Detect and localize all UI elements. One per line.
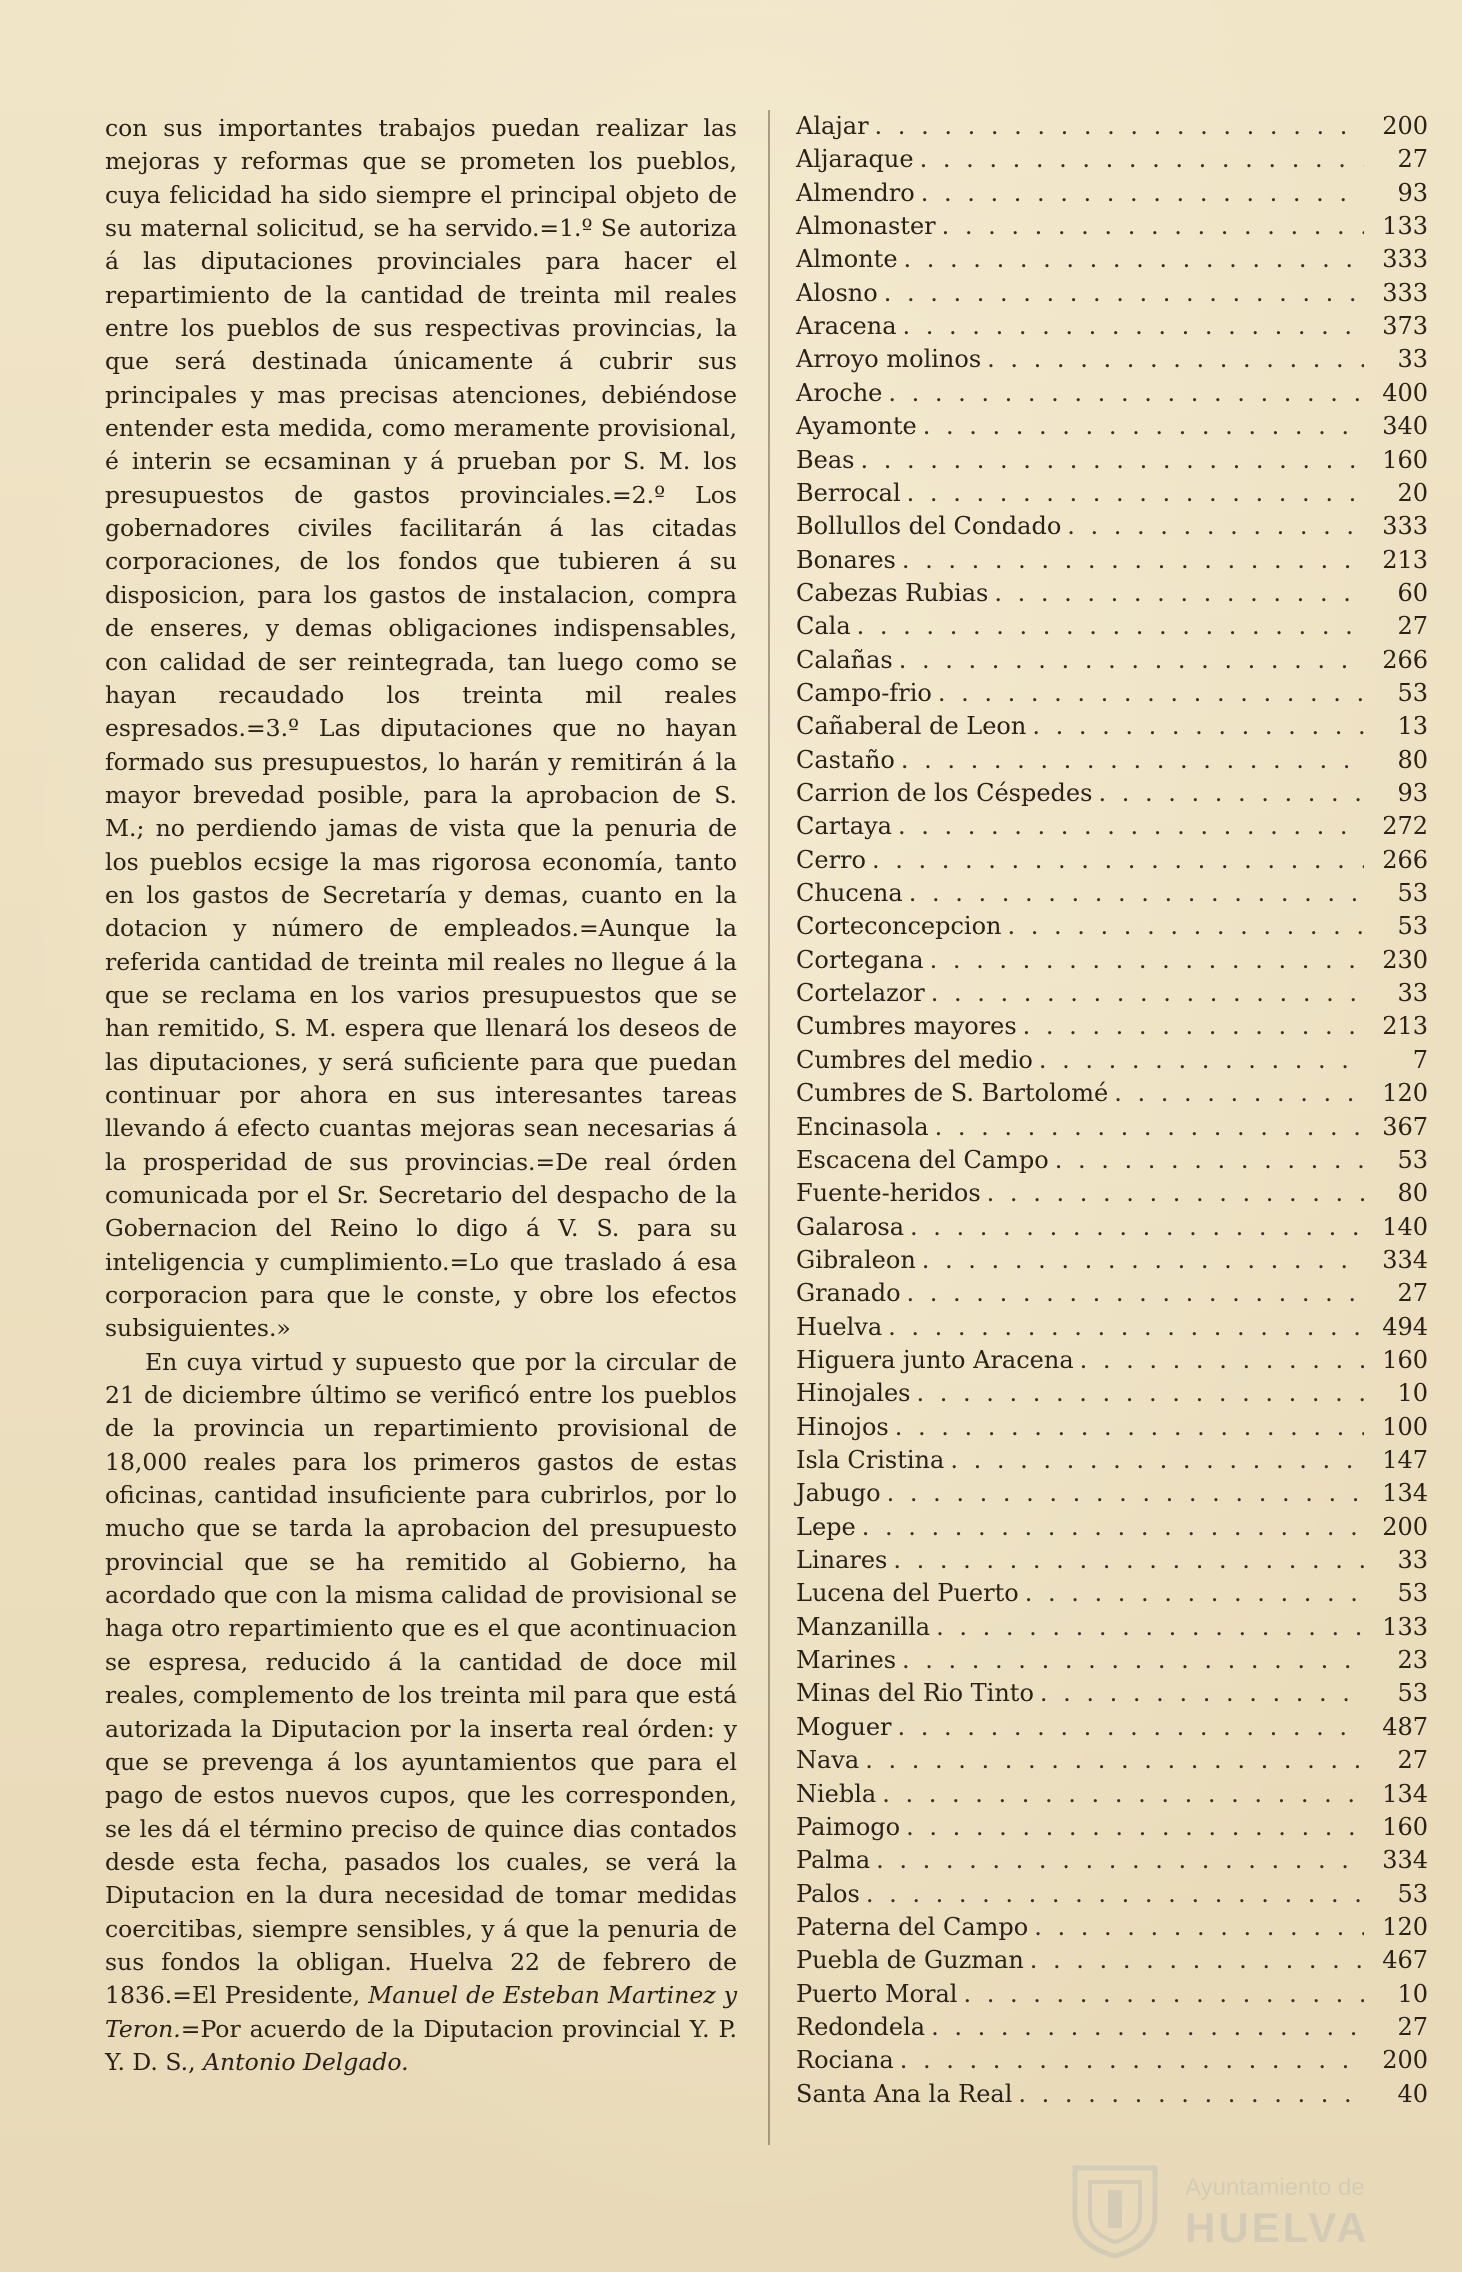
dot-leader: [938, 679, 1364, 707]
dot-leader: [931, 2013, 1364, 2041]
town-name: Castaño: [796, 745, 895, 774]
dot-leader: [916, 1379, 1364, 1407]
town-name: Palos: [796, 1879, 860, 1908]
president-signature: Manuel de Esteban Martinez y Teron.: [105, 1981, 737, 2043]
town-name: Beas: [796, 445, 855, 474]
allocation-row: [796, 1313, 1428, 1346]
town-name: Aracena: [796, 312, 897, 341]
town-name: Minas del Rio Tinto: [796, 1679, 1034, 1708]
town-amount: 53: [1397, 912, 1428, 941]
town-name: Jabugo: [796, 1479, 881, 1508]
town-name: Alajar: [796, 112, 869, 140]
body-text-column: [105, 112, 737, 2079]
allocation-row: [796, 1379, 1428, 1412]
town-name: Alosno: [796, 278, 878, 307]
allocation-row: [796, 2013, 1428, 2046]
dot-leader: [860, 446, 1364, 474]
town-amount: 160: [1382, 1345, 1428, 1374]
town-name: Almendro: [796, 178, 915, 207]
dot-leader: [1055, 1146, 1364, 1174]
town-amount: 27: [1397, 1279, 1428, 1308]
allocation-row: [796, 679, 1428, 712]
town-amount: 33: [1397, 979, 1428, 1008]
body-paragraph-2-text: En cuya virtud y supuesto que por la circular de 21 de diciembre último se verificó entre los pueblos de la provincia un repartimiento provisional de 18,000 reales para los primeros gastos de estas oficinas, cantidad insuficiente para cubrirlos, por lo mucho que se tarda la aprobacion del presupuesto provincial que se ha remitido al Gobierno, ha acordado que con la misma calidad de provisional se haga otro repartimiento que es el que acontinuacion se espresa, reducido á la cantidad de doce mil reales, complemento de los treinta mil para que está autorizada la Diputacion por la inserta real órden: y que se prevenga á los ayuntamientos que para el pago de estos nuevos cupos, que les corresponden, se les dá el término preciso de quince dias contados desde esta fecha, pasados los cuales, se verá la Diputacion en la dura necesidad de tomar medidas coercitibas, siempre sensibles, y á que la penuria de sus fondos la obligan. Huelva 22 de febrero de 1836.=El Presidente,: [105, 1347, 737, 2010]
allocation-row: [796, 412, 1428, 445]
town-name: Puerto Moral: [796, 1979, 958, 2008]
town-amount: 53: [1397, 1679, 1428, 1708]
town-name: Cala: [796, 612, 851, 641]
town-amount: 333: [1382, 245, 1428, 274]
allocation-row: [796, 1079, 1428, 1112]
watermark-line-1: Ayuntamiento de: [1185, 2174, 1365, 2201]
allocation-row: [796, 1813, 1428, 1846]
town-amount: 93: [1397, 779, 1428, 807]
town-name: Cumbres mayores: [796, 1012, 1017, 1041]
town-amount: 494: [1382, 1312, 1428, 1341]
dot-leader: [994, 579, 1364, 607]
dot-leader: [1032, 712, 1364, 740]
allocation-row: [796, 979, 1428, 1012]
town-name: Cortelazor: [796, 979, 925, 1008]
town-name: Nava: [796, 1746, 860, 1775]
dot-leader: [1080, 1346, 1364, 1374]
allocation-row: [796, 946, 1428, 979]
allocation-row: [796, 1713, 1428, 1746]
town-name: Cañaberal de Leon: [796, 712, 1027, 741]
allocation-row: [796, 712, 1428, 745]
town-amount: 134: [1382, 1779, 1428, 1808]
town-amount: 80: [1397, 745, 1428, 774]
dot-leader: [910, 1213, 1364, 1241]
town-name: Cartaya: [796, 812, 892, 841]
column-divider: [768, 110, 770, 2145]
town-name: Campo-frio: [796, 678, 932, 707]
allocation-row: [796, 212, 1428, 245]
town-name: Hinojales: [796, 1379, 911, 1408]
town-name: Granado: [796, 1279, 901, 1308]
allocation-row: [796, 1479, 1428, 1512]
town-name: Hinojos: [796, 1412, 889, 1441]
town-amount: 40: [1397, 2079, 1428, 2108]
town-amount: 53: [1397, 879, 1428, 908]
allocation-row: [796, 1046, 1428, 1079]
dot-leader: [876, 1846, 1364, 1874]
town-name: Calañas: [796, 645, 893, 674]
town-amount: 23: [1397, 1646, 1428, 1675]
town-name: Huelva: [796, 1312, 883, 1341]
dot-leader: [904, 245, 1364, 273]
town-name: Cumbres del medio: [796, 1045, 1033, 1074]
allocation-row: [796, 279, 1428, 312]
town-amount: 53: [1397, 678, 1428, 707]
town-amount: 200: [1382, 2046, 1428, 2075]
town-amount: 340: [1382, 412, 1428, 441]
dot-leader: [906, 1813, 1364, 1841]
allocation-row: [796, 479, 1428, 512]
town-amount: 80: [1397, 1179, 1428, 1208]
allocation-row: [796, 1146, 1428, 1179]
town-name: Redondela: [796, 2012, 926, 2041]
allocation-row: [796, 812, 1428, 845]
dot-leader: [872, 846, 1364, 874]
town-name: Marines: [796, 1646, 897, 1675]
allocation-row: [796, 1446, 1428, 1479]
town-amount: 160: [1382, 445, 1428, 474]
town-amount: 333: [1382, 512, 1428, 541]
allocation-row: [796, 1012, 1428, 1045]
allocation-row: [796, 1413, 1428, 1446]
allocation-row: [796, 345, 1428, 378]
dot-leader: [1023, 1012, 1364, 1040]
dot-leader: [907, 1279, 1364, 1307]
dot-leader: [1098, 779, 1364, 807]
town-amount: 147: [1382, 1446, 1428, 1474]
town-name: Cerro: [796, 845, 866, 874]
town-name: Galarosa: [796, 1212, 905, 1241]
town-name: Arroyo molinos: [796, 345, 982, 374]
coat-of-arms-icon: [1060, 2160, 1170, 2260]
town-amount: 120: [1382, 1079, 1428, 1108]
town-amount: 333: [1382, 278, 1428, 307]
town-name: Higuera junto Aracena: [796, 1345, 1074, 1374]
dot-leader: [888, 1313, 1364, 1341]
town-amount: 93: [1397, 178, 1428, 207]
dot-leader: [902, 546, 1364, 574]
town-amount: 272: [1382, 812, 1428, 841]
town-name: Cortegana: [796, 945, 924, 974]
allocation-row: [796, 1980, 1428, 2013]
dot-leader: [884, 279, 1364, 307]
dot-leader: [921, 179, 1364, 207]
dot-leader: [935, 1113, 1364, 1141]
dot-leader: [1040, 1679, 1364, 1707]
dot-leader: [987, 1179, 1364, 1207]
town-amount: 27: [1397, 2012, 1428, 2041]
town-amount: 213: [1382, 545, 1428, 574]
dot-leader: [893, 1546, 1364, 1574]
town-amount: 27: [1397, 145, 1428, 174]
dot-leader: [901, 746, 1364, 774]
town-amount: 33: [1397, 1546, 1428, 1575]
allocation-row: [796, 446, 1428, 479]
town-amount: 334: [1382, 1245, 1428, 1274]
dot-leader: [1034, 1913, 1364, 1941]
signature-mid-text: =Por acuerdo de la Diputacion provincial Y. P. Y. D. S.,: [105, 2014, 737, 2076]
allocation-row: [796, 179, 1428, 212]
town-amount: 53: [1397, 1879, 1428, 1908]
dot-leader: [898, 812, 1364, 840]
town-amount: 27: [1397, 1746, 1428, 1775]
town-name: Almonte: [796, 245, 898, 274]
town-name: Cumbres de S. Bartolomé: [796, 1079, 1109, 1108]
town-name: Puebla de Guzman: [796, 1946, 1024, 1975]
allocation-row: [796, 546, 1428, 579]
dot-leader: [1025, 1579, 1364, 1607]
town-name: Encinasola: [796, 1112, 929, 1141]
allocation-row: [796, 912, 1428, 945]
town-amount: 373: [1382, 312, 1428, 341]
town-amount: 266: [1382, 845, 1428, 874]
dot-leader: [903, 312, 1364, 340]
allocation-row: [796, 1279, 1428, 1312]
allocation-row: [796, 1846, 1428, 1879]
town-name: Corteconcepcion: [796, 912, 1002, 941]
town-name: Almonaster: [796, 212, 936, 241]
dot-leader: [1008, 912, 1364, 940]
dot-leader: [902, 1646, 1364, 1674]
town-amount: 53: [1397, 1579, 1428, 1608]
dot-leader: [963, 1980, 1364, 2008]
allocation-row: [796, 1646, 1428, 1679]
allocation-row: [796, 1179, 1428, 1212]
dot-leader: [1018, 2080, 1364, 2108]
dot-leader: [895, 1413, 1364, 1441]
town-name: Aljaraque: [796, 145, 914, 174]
town-amount: 400: [1382, 378, 1428, 407]
secretary-signature: Antonio Delgado.: [203, 2047, 409, 2076]
town-name: Niebla: [796, 1779, 877, 1808]
town-amount: 10: [1397, 1379, 1428, 1408]
allocation-row: [796, 879, 1428, 912]
town-amount: 266: [1382, 645, 1428, 674]
town-name: Fuente-heridos: [796, 1179, 981, 1208]
town-name: Aroche: [796, 378, 883, 407]
allocation-row: [796, 846, 1428, 879]
allocation-row: [796, 1946, 1428, 1979]
dot-leader: [875, 112, 1364, 140]
dot-leader: [931, 979, 1364, 1007]
dot-leader: [923, 412, 1364, 440]
town-amount: 487: [1382, 1712, 1428, 1741]
dot-leader: [899, 646, 1364, 674]
town-name: Carrion de los Céspedes: [796, 779, 1093, 807]
town-name: Lepe: [796, 1512, 856, 1541]
dot-leader: [936, 1613, 1364, 1641]
dot-leader: [865, 1746, 1364, 1774]
allocation-row: [796, 245, 1428, 278]
allocation-row: [796, 1880, 1428, 1913]
town-amount: 200: [1382, 112, 1428, 140]
town-amount: 33: [1397, 345, 1428, 374]
dot-leader: [1039, 1046, 1364, 1074]
dot-leader: [882, 1780, 1364, 1808]
dot-leader: [922, 1246, 1364, 1274]
allocation-row: [796, 646, 1428, 679]
town-name: Paimogo: [796, 1812, 901, 1841]
town-amount: 160: [1382, 1812, 1428, 1841]
allocation-row: [796, 312, 1428, 345]
allocation-row: [796, 612, 1428, 645]
dot-leader: [862, 1513, 1364, 1541]
dot-leader: [909, 879, 1364, 907]
allocation-row: [796, 2080, 1428, 2113]
dot-leader: [866, 1880, 1364, 1908]
town-amount: 334: [1382, 1846, 1428, 1875]
allocation-row: [796, 1913, 1428, 1946]
body-paragraph-1: con sus importantes trabajos puedan realizar las mejoras y reformas que se prometen los pueblos, cuya felicidad ha sido siempre el principal objeto de su maternal solicitud, se ha servido.=1.º Se autoriza á las diputaciones provinciales para hacer el repartimiento de la cantidad de treinta mil reales entre los pueblos de sus respectivas provincias, la que será destinada únicamente á cubrir sus principales y mas precisas atenciones, debiéndose entender esta medida, como meramente provisional, é interin se ecsaminan y á prueban por S. M. los presupuestos de gastos provinciales.=2.º Los gobernadores civiles facilitarán á las citadas corporaciones, de los fondos que tubieren á su disposicion, para los gastos de instalacion, compra de enseres, y demas obligaciones indispensables, con calidad de ser reintegrada, tan luego como se hayan recaudado los treinta mil reales espresados.=3.º Las diputaciones que no hayan formado sus presupuestos, lo harán y remitirán á la mayor brevedad posible, para la aprobacion de S. M.; no perdiendo jamas de vista que la penuria de los pueblos ecsige la mas rigorosa economía, tanto en los gastos de Secretaría y demas, cuanto en la dotacion y número de empleados.=Aunque la referida cantidad de treinta mil reales no llegue á la que se reclama en los varios presupuestos que se han remitido, S. M. espera que llenará los deseos de las diputaciones, y será suficiente para que puedan continuar por ahora en sus interesantes tareas llevando á efecto cuantas mejoras sean necesarias á la prosperidad de sus provincias.=De real órden comunicada por el Sr. Secretario del despacho de la Gobernacion del Reino lo digo á V. S. para su inteligencia y cumplimiento.=Lo que traslado á esa corporacion para que le conste, y obre los efectos subsiguientes.»: [105, 114, 737, 1343]
allocation-row: [796, 1780, 1428, 1813]
allocation-row: [796, 1546, 1428, 1579]
town-amount: 367: [1382, 1112, 1428, 1141]
allocation-row: [796, 512, 1428, 545]
town-amount: 13: [1397, 712, 1428, 741]
allocation-row: [796, 779, 1428, 812]
town-name: Chucena: [796, 879, 903, 908]
dot-leader: [888, 379, 1364, 407]
allocation-row: [796, 1746, 1428, 1779]
town-name: Bonares: [796, 545, 896, 574]
town-amount: 100: [1382, 1412, 1428, 1441]
town-name: Linares: [796, 1546, 888, 1575]
town-amount: 133: [1382, 212, 1428, 241]
town-amount: 7: [1412, 1045, 1428, 1074]
dot-leader: [942, 212, 1364, 240]
body-paragraph-2: [105, 1346, 737, 2080]
town-amount: 140: [1382, 1212, 1428, 1241]
dot-leader: [930, 946, 1364, 974]
dot-leader: [987, 345, 1364, 373]
dot-leader: [1067, 512, 1364, 540]
town-name: Ayamonte: [796, 412, 917, 441]
town-name: Paterna del Campo: [796, 1912, 1029, 1941]
town-amount: 20: [1397, 478, 1428, 507]
town-amount: 200: [1382, 1512, 1428, 1541]
town-name: Palma: [796, 1846, 871, 1875]
town-name: Lucena del Puerto: [796, 1579, 1019, 1608]
town-amount: 120: [1382, 1912, 1428, 1941]
allocation-row: [796, 1513, 1428, 1546]
allocation-row: [796, 1346, 1428, 1379]
town-name: Bollullos del Condado: [796, 512, 1062, 541]
allocation-row: [796, 379, 1428, 412]
town-amount: 60: [1397, 578, 1428, 607]
town-name: Rociana: [796, 2046, 894, 2075]
town-amount: 133: [1382, 1612, 1428, 1641]
town-amount: 467: [1382, 1946, 1428, 1975]
allocation-row: [796, 1113, 1428, 1146]
town-amount: 230: [1382, 945, 1428, 974]
dot-leader: [887, 1479, 1364, 1507]
ayuntamiento-watermark: [1060, 2160, 1440, 2260]
dot-leader: [920, 145, 1364, 173]
town-name: Moguer: [796, 1712, 892, 1741]
allocation-row: [796, 1213, 1428, 1246]
town-amount: 27: [1397, 612, 1428, 641]
allocation-row: [796, 112, 1428, 145]
town-name: Manzanilla: [796, 1612, 931, 1641]
dot-leader: [900, 2046, 1364, 2074]
town-amount: 134: [1382, 1479, 1428, 1508]
dot-leader: [1030, 1946, 1364, 1974]
town-name: Escacena del Campo: [796, 1145, 1049, 1174]
allocation-row: [796, 2046, 1428, 2079]
town-amount: 10: [1397, 1979, 1428, 2008]
town-name: Gibraleon: [796, 1245, 916, 1274]
dot-leader: [898, 1713, 1364, 1741]
dot-leader: [907, 479, 1364, 507]
town-name: Isla Cristina: [796, 1446, 945, 1474]
allocation-row: [796, 1679, 1428, 1712]
town-amount: 53: [1397, 1145, 1428, 1174]
allocation-row: [796, 1246, 1428, 1279]
town-name: Berrocal: [796, 478, 901, 507]
allocation-row: [796, 145, 1428, 178]
town-name: Cabezas Rubias: [796, 578, 989, 607]
dot-leader: [1114, 1079, 1364, 1107]
watermark-line-2: HUELVA: [1185, 2204, 1370, 2251]
allocation-row: [796, 1613, 1428, 1646]
allocation-row: [796, 746, 1428, 779]
town-amount: 213: [1382, 1012, 1428, 1041]
allocation-row: [796, 1579, 1428, 1612]
dot-leader: [950, 1446, 1364, 1474]
allocation-row: [796, 579, 1428, 612]
dot-leader: [857, 612, 1364, 640]
town-name: Santa Ana la Real: [796, 2079, 1013, 2108]
